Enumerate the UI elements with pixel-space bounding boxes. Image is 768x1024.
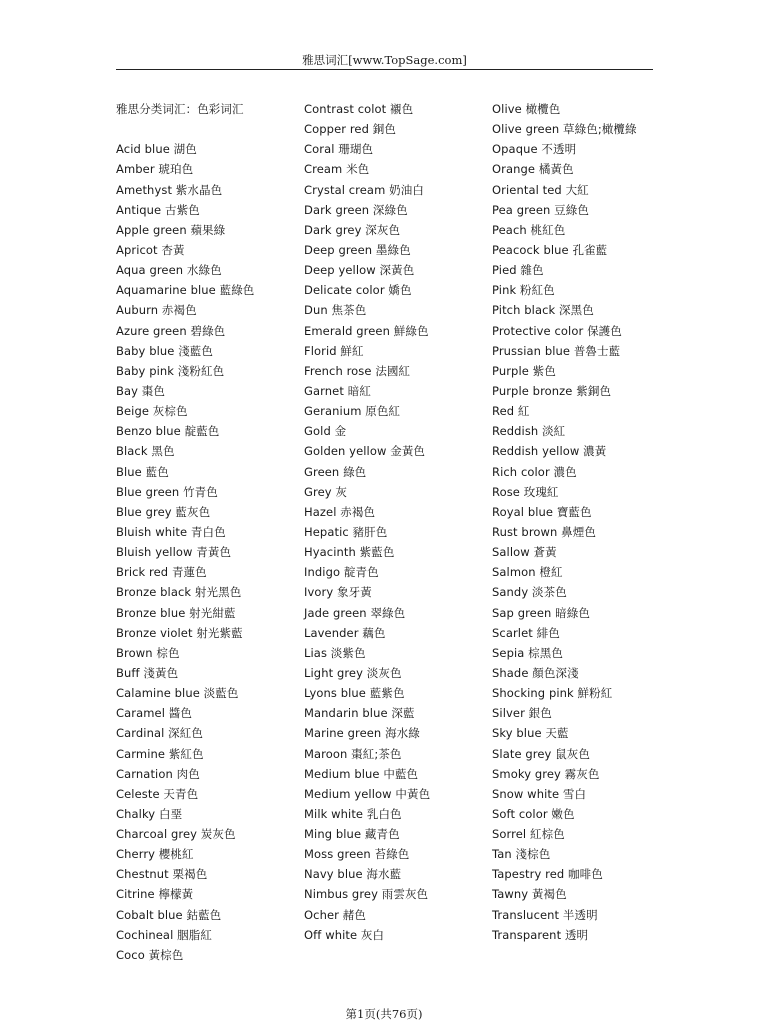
blank-line (116, 119, 254, 139)
page-header: 雅思词汇[www.TopSage.com] (302, 53, 467, 67)
vocab-entry: Olive 橄欖色 (492, 102, 561, 116)
vocab-entry: Soft color 嫩色 (492, 806, 575, 821)
vocab-entry: Tawny 黃褐色 (492, 887, 567, 902)
vocab-entry: Tapestry red 咖啡色 (492, 867, 603, 882)
vocab-entry: Sky blue 天藍 (492, 726, 569, 741)
vocab-entry: Sandy 淡茶色 (492, 585, 567, 600)
vocab-entry: Bronze blue 射光紺藍 (116, 605, 236, 620)
vocab-entry: Silver 銀色 (492, 706, 552, 721)
vocab-entry: Acid blue 湖色 (116, 142, 197, 157)
header-divider (116, 69, 653, 70)
vocab-entry: Bronze violet 射光紫藍 (116, 625, 243, 640)
vocab-entry: Gold 金 (304, 424, 347, 439)
vocab-entry: Ming blue 藏青色 (304, 827, 400, 842)
vocab-entry: Amethyst 紫水晶色 (116, 182, 223, 197)
vocab-entry: Cherry 櫻桃紅 (116, 847, 194, 862)
vocab-entry: Delicate color 嬌色 (304, 283, 412, 298)
vocab-entry: Olive green 草綠色;橄欖綠 (492, 122, 637, 137)
vocab-entry: Charcoal grey 炭灰色 (116, 827, 236, 842)
vocab-entry: Aqua green 水綠色 (116, 263, 222, 278)
vocab-column-2 (304, 99, 430, 945)
vocab-entry: Dark green 深綠色 (304, 202, 408, 217)
vocab-entry: Navy blue 海水藍 (304, 867, 402, 882)
vocab-entry: Prussian blue 普魯士藍 (492, 343, 621, 358)
vocab-entry: Shocking pink 鮮粉紅 (492, 686, 613, 701)
vocab-entry: Deep green 墨綠色 (304, 242, 411, 257)
vocab-entry: Opaque 不透明 (492, 142, 577, 157)
vocab-entry: Auburn 赤褐色 (116, 303, 197, 318)
vocab-entry: Rich color 濃色 (492, 464, 577, 479)
vocab-entry: French rose 法國紅 (304, 363, 411, 378)
vocab-column-1 (116, 99, 254, 965)
vocab-entry: Benzo blue 靛藍色 (116, 424, 220, 439)
vocab-entry: Pied 雜色 (492, 263, 544, 278)
vocab-entry: Sepia 棕黑色 (492, 645, 563, 660)
vocab-entry: Baby pink 淺粉紅色 (116, 363, 225, 378)
vocab-entry: Ivory 象牙黃 (304, 585, 372, 600)
vocab-entry: Pitch black 深黑色 (492, 303, 594, 318)
vocab-entry: Hazel 赤褐色 (304, 504, 376, 519)
vocab-entry: Royal blue 寶藍色 (492, 504, 592, 519)
vocab-entry: Chestnut 栗褐色 (116, 867, 208, 882)
vocab-entry: Lias 淡紫色 (304, 645, 366, 660)
vocab-entry: Off white 灰白 (304, 927, 385, 942)
vocab-entry: Rust brown 鼻煙色 (492, 524, 596, 539)
section-title: 雅思分类词汇：色彩词汇 (116, 102, 244, 116)
vocab-entry: Red 紅 (492, 404, 530, 419)
vocab-entry: Cobalt blue 鈷藍色 (116, 907, 222, 922)
vocab-entry: Golden yellow 金黃色 (304, 444, 426, 459)
vocab-entry: Protective color 保護色 (492, 323, 622, 338)
vocab-entry: Chalky 白堊 (116, 806, 183, 821)
vocab-entry: Ocher 赭色 (304, 907, 366, 922)
page-footer: 第1页(共76页) (345, 1007, 423, 1021)
vocab-entry: Hepatic 豬肝色 (304, 524, 388, 539)
vocab-entry: Deep yellow 深黃色 (304, 263, 415, 278)
vocab-entry: Lyons blue 藍紫色 (304, 686, 405, 701)
vocab-entry: Hyacinth 紫藍色 (304, 545, 395, 560)
vocab-entry: Dark grey 深灰色 (304, 222, 401, 237)
vocab-entry: Marine green 海水綠 (304, 726, 420, 741)
vocab-entry: Emerald green 鮮綠色 (304, 323, 429, 338)
vocab-entry: Mandarin blue 深藍 (304, 706, 415, 721)
vocab-entry: Tan 淺棕色 (492, 847, 551, 862)
vocab-entry: Bluish yellow 青黃色 (116, 545, 232, 560)
vocab-entry: Celeste 天青色 (116, 786, 199, 801)
vocab-entry: Citrine 檸檬黃 (116, 887, 194, 902)
vocab-entry: Milk white 乳白色 (304, 806, 402, 821)
vocab-entry: Light grey 淡灰色 (304, 665, 402, 680)
vocab-entry: Peach 桃紅色 (492, 222, 566, 237)
vocab-entry: Amber 琥珀色 (116, 162, 194, 177)
vocab-entry: Contrast colot 襯色 (304, 102, 414, 116)
vocab-entry: Moss green 苔綠色 (304, 847, 410, 862)
vocab-entry: Sap green 暗綠色 (492, 605, 590, 620)
vocab-entry: Medium yellow 中黃色 (304, 786, 431, 801)
vocab-entry: Pink 粉紅色 (492, 283, 555, 298)
vocab-entry: Bronze black 射光黑色 (116, 585, 242, 600)
vocab-entry: Shade 顏色深淺 (492, 665, 579, 680)
vocab-entry: Buff 淺黃色 (116, 665, 179, 680)
vocab-entry: Beige 灰棕色 (116, 404, 188, 419)
vocab-entry: Dun 焦茶色 (304, 303, 367, 318)
vocab-entry: Geranium 原色紅 (304, 404, 401, 419)
vocab-entry: Grey 灰 (304, 484, 348, 499)
vocab-entry: Florid 鮮紅 (304, 343, 364, 358)
vocab-entry: Cream 米色 (304, 162, 370, 177)
vocab-entry: Baby blue 淺藍色 (116, 343, 214, 358)
vocab-entry: Blue green 竹青色 (116, 484, 218, 499)
vocab-entry: Copper red 銅色 (304, 122, 396, 137)
vocab-entry: Slate grey 鼠灰色 (492, 746, 590, 761)
vocab-entry: Apricot 杏黃 (116, 242, 185, 257)
vocab-entry: Pea green 豆綠色 (492, 202, 589, 217)
vocab-entry: Smoky grey 霧灰色 (492, 766, 600, 781)
vocab-entry: Scarlet 緋色 (492, 625, 560, 640)
vocab-entry: Coco 黃棕色 (116, 947, 184, 962)
vocab-entry: Apple green 蘋果綠 (116, 222, 226, 237)
vocab-entry: Caramel 醬色 (116, 706, 192, 721)
vocab-entry: Sallow 蒼黃 (492, 545, 557, 560)
vocab-entry: Rose 玫瑰紅 (492, 484, 559, 499)
vocab-entry: Aquamarine blue 藍綠色 (116, 283, 255, 298)
vocab-entry: Bluish white 青白色 (116, 524, 226, 539)
vocab-entry: Indigo 靛青色 (304, 565, 379, 580)
vocab-entry: Reddish 淡紅 (492, 424, 566, 439)
vocab-entry: Purple bronze 紫銅色 (492, 383, 612, 398)
vocab-entry: Brick red 青蓮色 (116, 565, 207, 580)
vocab-entry: Nimbus grey 雨雲灰色 (304, 887, 429, 902)
vocab-entry: Calamine blue 淡藍色 (116, 686, 239, 701)
vocab-entry: Brown 棕色 (116, 645, 180, 660)
vocab-entry: Medium blue 中藍色 (304, 766, 419, 781)
vocab-entry: Purple 紫色 (492, 363, 556, 378)
vocab-entry: Bay 棗色 (116, 383, 165, 398)
vocab-entry: Translucent 半透明 (492, 907, 598, 922)
vocab-entry: Coral 珊瑚色 (304, 142, 374, 157)
vocab-entry: Green 綠色 (304, 464, 367, 479)
vocab-entry: Carmine 紫紅色 (116, 746, 204, 761)
vocab-entry: Lavender 藕色 (304, 625, 386, 640)
vocab-entry: Cardinal 深紅色 (116, 726, 203, 741)
vocab-entry: Orange 橘黃色 (492, 162, 574, 177)
vocab-entry: Oriental ted 大紅 (492, 182, 589, 197)
vocab-entry: Cochineal 胭脂紅 (116, 927, 212, 942)
vocab-entry: Sorrel 紅棕色 (492, 827, 565, 842)
vocab-entry: Antique 古紫色 (116, 202, 200, 217)
vocab-entry: Transparent 透明 (492, 927, 589, 942)
vocab-column-3 (492, 99, 637, 945)
vocab-entry: Azure green 碧綠色 (116, 323, 226, 338)
vocab-entry: Blue grey 藍灰色 (116, 504, 211, 519)
vocab-entry: Salmon 橙紅 (492, 565, 563, 580)
vocab-entry: Black 黑色 (116, 444, 175, 459)
vocab-entry: Blue 藍色 (116, 464, 169, 479)
vocab-entry: Maroon 棗紅;茶色 (304, 746, 402, 761)
vocab-entry: Jade green 翠綠色 (304, 605, 406, 620)
vocab-entry: Peacock blue 孔雀藍 (492, 242, 608, 257)
vocab-entry: Crystal cream 奶油白 (304, 182, 424, 197)
vocab-entry: Garnet 暗紅 (304, 383, 371, 398)
vocab-entry: Reddish yellow 濃黃 (492, 444, 607, 459)
vocab-entry: Carnation 肉色 (116, 766, 200, 781)
vocab-entry: Snow white 雪白 (492, 786, 587, 801)
